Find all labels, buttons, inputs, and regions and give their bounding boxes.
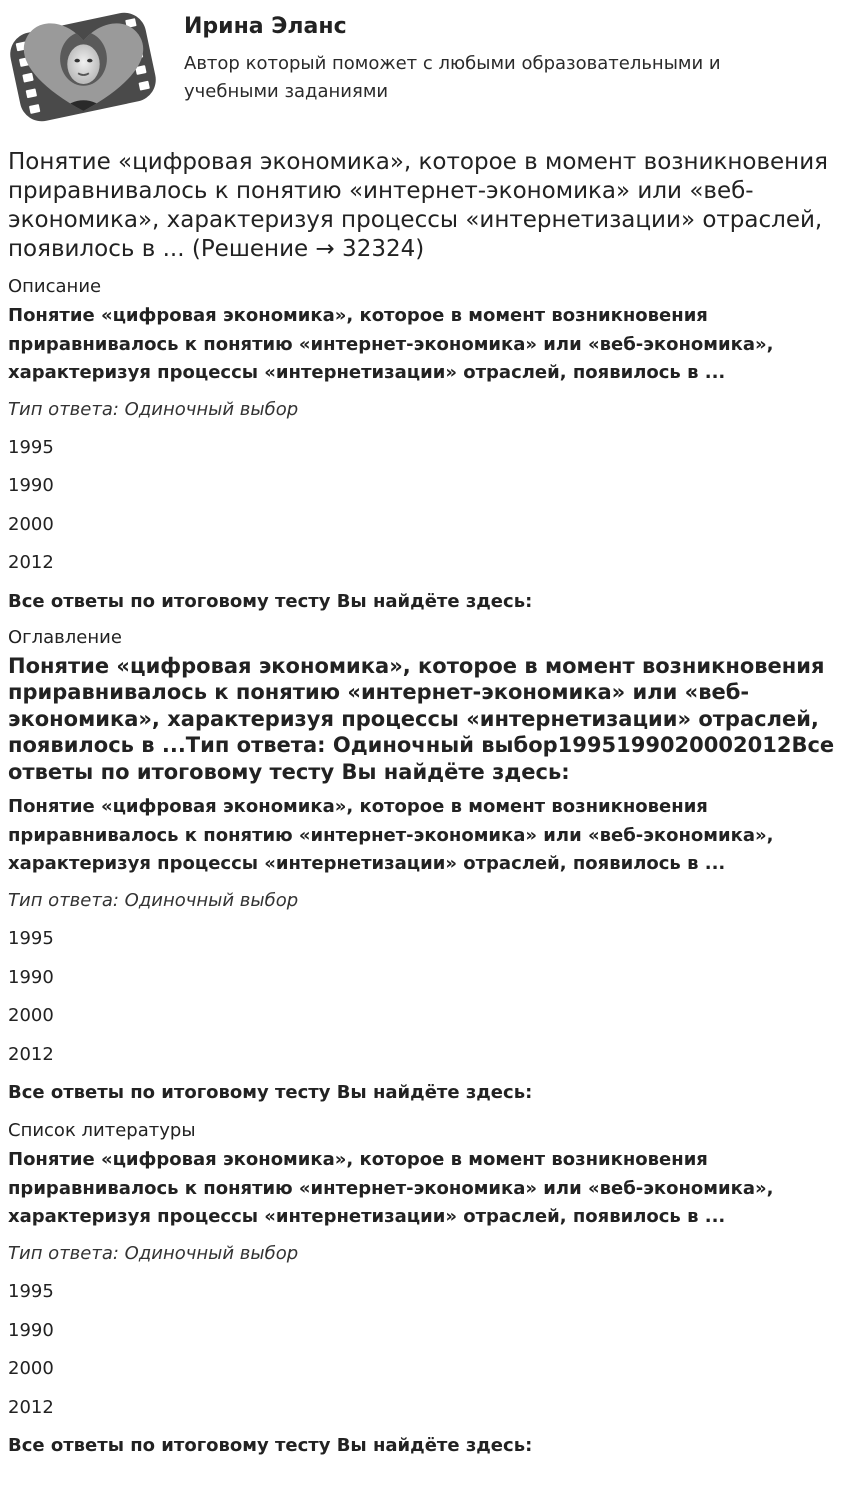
all-answers-text: Все ответы по итоговому тесту Вы найдёте здесь: <box>8 1082 533 1103</box>
toc-heading: Понятие «цифровая экономика», которое в момент возникновения приравнивалось к понятию «интернет-экономика» или «веб-экономика», характеризуя процессы «интернетизации» отраслей, появилось в ...Тип ответа: Одиночный выбор1995199020002012Все ответы по итоговому тесту Вы найдёте здесь: <box>8 653 835 784</box>
question-text: Понятие «цифровая экономика», которое в момент возникновения приравнивалось к понятию «интернет-экономика» или «веб-экономика», характеризуя процессы «интернетизации» отраслей, появилось в ... <box>8 1149 774 1227</box>
question-text: Понятие «цифровая экономика», которое в момент возникновения приравнивалось к понятию «интернет-экономика» или «веб-экономика», характеризуя процессы «интернетизации» отраслей, появилось в ... <box>8 305 774 383</box>
main-content <box>8 148 838 1459</box>
answer-option: 2012 <box>8 1396 54 1418</box>
author-card <box>8 8 838 128</box>
answer-option: 2000 <box>8 513 54 535</box>
answer-option: 1995 <box>8 1281 54 1302</box>
page-title: Понятие «цифровая экономика», которое в момент возникновения приравнивалось к понятию «интернет-экономика» или «веб-экономика», характеризуя процессы «интернетизации» отраслей, появилось в ... (Решение → 32324) <box>8 149 829 262</box>
answer-option: 1990 <box>8 966 54 988</box>
answer-option: 1990 <box>8 1319 54 1341</box>
section-label-literature: Список литературы <box>8 1120 196 1141</box>
answer-option: 1995 <box>8 928 54 949</box>
answer-type: Тип ответа: Одиночный выбор <box>8 398 299 420</box>
answer-option: 1990 <box>8 475 54 496</box>
answer-option: 2012 <box>8 552 54 573</box>
answer-option: 2000 <box>8 1005 54 1026</box>
author-description: Автор который поможет с любыми образовательными и учебными заданиями <box>184 53 721 102</box>
author-avatar <box>8 8 158 126</box>
section-label-description: Описание <box>8 276 102 297</box>
answer-option: 2000 <box>8 1358 54 1379</box>
question-text: Понятие «цифровая экономика», которое в момент возникновения приравнивалось к понятию «интернет-экономика» или «веб-экономика», характеризуя процессы «интернетизации» отраслей, появилось в ... <box>8 796 774 874</box>
all-answers-text: Все ответы по итоговому тесту Вы найдёте здесь: <box>8 590 533 612</box>
section-label-toc: Оглавление <box>8 626 122 648</box>
answer-type: Тип ответа: Одиночный выбор <box>8 889 299 911</box>
answer-option: 2012 <box>8 1043 54 1065</box>
answer-option: 1995 <box>8 436 54 458</box>
all-answers-text: Все ответы по итоговому тесту Вы найдёте здесь: <box>8 1435 533 1456</box>
answer-type: Тип ответа: Одиночный выбор <box>8 1242 299 1264</box>
author-name[interactable]: Ирина Эланс <box>184 14 347 39</box>
